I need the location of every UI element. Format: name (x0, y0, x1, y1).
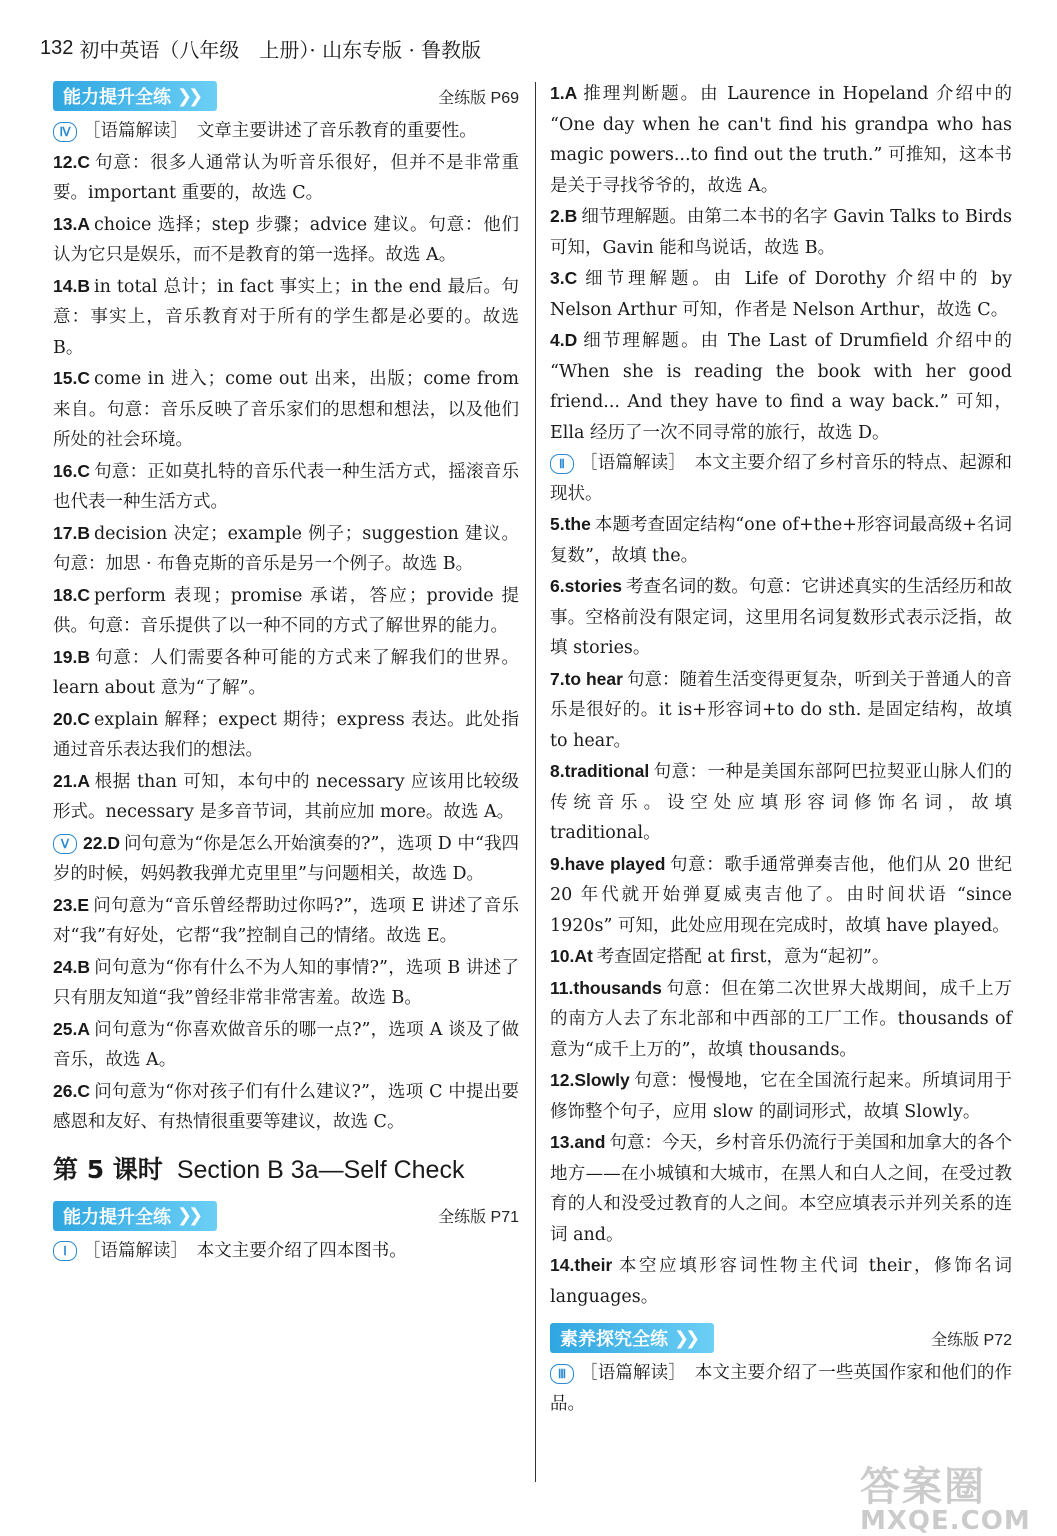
answer-number: 17.B (53, 522, 90, 543)
answer-number: 14.their (550, 1255, 613, 1275)
answer-item (53, 642, 519, 704)
answer-text: 考查名词的数。句意：它讲述真实的生活经历和故事。空格前没有限定词，这里用名词复数形式表示泛指，故填 stories。 (550, 577, 1012, 658)
answer-list (550, 78, 1012, 1312)
banner-label: 素养探究全练 (560, 1329, 668, 1350)
answer-text: 问句意为“你喜欢做音乐的哪一点?”，选项 A 谈及了做音乐，故选 A。 (53, 1019, 519, 1070)
answer-item (550, 509, 1012, 571)
answer-text: 句意：很多人通常认为听音乐很好，但并不是非常重要。important 重要的，故选 C。 (53, 152, 519, 203)
answer-item (550, 571, 1012, 664)
answer-number: 8.traditional (550, 761, 650, 781)
section-banner-row (550, 1320, 1012, 1356)
answer-item (53, 209, 519, 271)
answer-item (550, 448, 1012, 509)
answer-text: ［语篇解读］ 本文主要介绍了四本图书。 (83, 1240, 407, 1261)
watermark (860, 1455, 1040, 1536)
column-divider (535, 82, 536, 1482)
section-number-badge: Ⅰ (53, 1241, 77, 1261)
answer-item (53, 456, 519, 518)
answer-number: 7.to hear (550, 668, 623, 689)
answer-item (53, 363, 519, 456)
answer-text: ［语篇解读］ 本文主要介绍了一些英国作家和他们的作品。 (550, 1363, 1012, 1414)
answer-item (550, 849, 1012, 942)
answer-number: 6.stories (550, 576, 622, 596)
section-number-badge: Ⅲ (550, 1364, 574, 1384)
answer-number: 18.C (53, 584, 90, 605)
section-banner (550, 1323, 714, 1353)
answer-text: ［语篇解读］ 本文主要介绍了乡村音乐的特点、起源和现状。 (550, 453, 1012, 504)
answer-text: choice 选择；step 步骤；advice 建议。句意：他们认为它只是娱乐，而不是教育的第一选择。故选 A。 (53, 214, 519, 265)
chevron-right-icon: ❯❯ (674, 1327, 697, 1349)
answer-number: 12.C (53, 151, 90, 172)
answer-item (550, 263, 1012, 325)
answer-number: 25.A (53, 1018, 90, 1039)
answer-item (53, 1236, 519, 1267)
answer-number: 9.have played (550, 853, 666, 874)
answer-text: 句意：人们需要各种可能的方式来了解我们的世界。learn about 意为“了解”。 (53, 647, 519, 698)
right-column (550, 78, 1012, 1419)
answer-text: 细节理解题。由第二本书的名字 Gavin Talks to Birds 可知，Gavin 能和鸟说话，故选 B。 (550, 207, 1012, 258)
answer-number: 15.C (53, 368, 90, 388)
answer-text: 问句意为“音乐曾经帮助过你吗?”，选项 E 讲述了音乐对“我”有好处，它帮“我”控制自己的情绪。故选 E。 (53, 895, 519, 946)
answer-number: 20.C (53, 708, 90, 729)
answer-item (53, 116, 519, 147)
answer-item (550, 756, 1012, 849)
page-reference: 全练版 P72 (931, 1331, 1012, 1349)
answer-number: 4.D (550, 330, 578, 350)
section-number-badge: Ⅳ (53, 122, 77, 142)
answer-number: 5.the (550, 514, 591, 534)
answer-text: 问句意为“你是怎么开始演奏的?”，选项 D 中“我四岁的时候，妈妈教我弹尤克里里”与问题相关，故选 D。 (53, 833, 519, 884)
answer-list (53, 116, 519, 1138)
answer-item (550, 941, 1012, 973)
watermark-url: MXQE.COM (860, 1506, 1031, 1536)
page-reference: 全练版 P71 (438, 1209, 519, 1226)
answer-text: in total 总计；in fact 事实上；in the end 最后。句意：事实上，音乐教育对于所有的学生都是必要的。故选 B。 (53, 276, 519, 358)
banner-label: 能力提升全练 (63, 1206, 171, 1228)
chevron-right-icon: ❯❯ (177, 1205, 200, 1226)
answer-number: 10.At (550, 946, 593, 966)
answer-item (53, 518, 519, 580)
banner-label: 能力提升全练 (63, 87, 171, 108)
page-reference: 全练版 P69 (438, 89, 519, 107)
answer-item (53, 766, 519, 828)
answer-item (550, 1250, 1012, 1312)
book-title: 初中英语（八年级 上册）· 山东专版 · 鲁教版 (79, 37, 482, 62)
lesson-title (53, 1152, 519, 1188)
answer-number: 2.B (550, 206, 578, 226)
section-banner-row (53, 1198, 519, 1234)
answer-text: 句意：但在第二次世界大战期间，成千上万的南方人去了东北部和中西部的工厂工作。thousands of 意为“成千上万的”，故填 thousands。 (550, 978, 1012, 1060)
answer-item (53, 580, 519, 642)
section-banner (53, 1201, 217, 1231)
answer-number: 19.B (53, 646, 90, 667)
section-number-badge: Ⅱ (550, 454, 574, 474)
watermark-text: 答案圈 (860, 1464, 986, 1510)
answer-number: 3.C (550, 268, 578, 288)
answer-item (53, 890, 519, 952)
answer-item (550, 1065, 1012, 1127)
answer-number: 12.Slowly (550, 1070, 630, 1090)
answer-text: 细节理解题。由 Life of Dorothy 介绍中的 by Nelson Arthur 可知，作者是 Nelson Arthur，故选 C。 (550, 269, 1012, 320)
answer-item (53, 828, 519, 890)
answer-text: 句意：随着生活变得更复杂，听到关于普通人的音乐是很好的。it is+形容词+to do sth. 是固定结构，故填 to hear。 (550, 669, 1012, 751)
answer-list (550, 1358, 1012, 1419)
answer-text: 句意：正如莫扎特的音乐代表一种生活方式，摇滚音乐也代表一种生活方式。 (53, 461, 519, 512)
answer-number: 21.A (53, 770, 90, 791)
answer-text: 本空应填形容词性物主代词 their，修饰名词 languages。 (550, 1256, 1012, 1307)
page-number: 132 (40, 36, 74, 59)
answer-item (550, 1127, 1012, 1250)
section-banner-row (53, 78, 519, 114)
answer-item (53, 147, 519, 209)
answer-number: 1.A (550, 83, 578, 103)
answer-number: 24.B (53, 956, 90, 977)
answer-item (53, 704, 519, 766)
answer-item (550, 325, 1012, 448)
answer-item (550, 1358, 1012, 1419)
answer-text: 根据 than 可知，本句中的 necessary 应该用比较级形式。necessary 是多音节词，其前应加 more。故选 A。 (53, 771, 519, 822)
answer-text: ［语篇解读］ 文章主要讲述了音乐教育的重要性。 (83, 121, 477, 141)
answer-item (53, 271, 519, 364)
answer-text: 问句意为“你对孩子们有什么建议?”，选项 C 中提出要感恩和友好、有热情很重要等建议，故选 C。 (53, 1081, 519, 1132)
answer-text: 推理判断题。由 Laurence in Hopeland 介绍中的 “One day when he can't find his grandpa who has magic powers...to find out the truth.” 可推知，这本书是关于寻找爷爷的，故选 A。 (550, 84, 1012, 196)
answer-text: 问句意为“你有什么不为人知的事情?”，选项 B 讲述了只有朋友知道“我”曾经非常非常害羞。故选 B。 (53, 957, 519, 1008)
answer-item (550, 78, 1012, 201)
answer-text: 句意：歌手通常弹奏吉他，他们从 20 世纪 20 年代就开始弹夏威夷吉他了。由时间状语 “since 1920s” 可知，此处应用现在完成时，故填 have played。 (550, 854, 1012, 936)
section-banner (53, 81, 217, 111)
answer-text: explain 解释；expect 期待；express 表达。此处指通过音乐表达我们的想法。 (53, 709, 519, 760)
answer-text: 句意：今天，乡村音乐仍流行于美国和加拿大的各个地方——在小城镇和大城市，在黑人和白人之间，在受过教育的人和没受过教育的人之间。本空应填表示并列关系的连词 and。 (550, 1133, 1012, 1245)
section-number-badge: Ⅴ (53, 834, 77, 854)
answer-item (53, 1014, 519, 1076)
page-header (40, 30, 1020, 66)
lesson-section: Section B 3a—Self Check (176, 1155, 465, 1184)
answer-number: 22.D (83, 832, 120, 853)
answer-number: 16.C (53, 460, 90, 481)
answer-text: come in 进入；come out 出来，出版；come from 来自。句意：音乐反映了音乐家们的思想和想法，以及他们所处的社会环境。 (53, 369, 519, 450)
answer-text: 考查固定搭配 at first，意为“起初”。 (596, 947, 890, 967)
answer-number: 14.B (53, 275, 90, 296)
answer-text: 句意：一种是美国东部阿巴拉契亚山脉人们的传统音乐。设空处应填形容词修饰名词，故填 traditional。 (550, 762, 1012, 843)
chevron-right-icon: ❯❯ (177, 85, 200, 107)
left-column (53, 78, 519, 1266)
answer-number: 26.C (53, 1080, 90, 1101)
answer-item (550, 201, 1012, 263)
lesson-label: 第 5 课时 (53, 1154, 163, 1184)
answer-list (53, 1236, 519, 1267)
answer-number: 13.A (53, 213, 90, 234)
answer-number: 23.E (53, 894, 89, 915)
answer-text: 细节理解题。由 The Last of Drumfield 介绍中的 “When she is reading the book with her good friend... And they have to find a way back.” 可知，Ella 经历了一次不同寻常的旅行，故选 D。 (550, 331, 1012, 443)
answer-text: perform 表现；promise 承诺，答应；provide 提供。句意：音乐提供了以一种不同的方式了解世界的能力。 (53, 585, 519, 636)
answer-number: 13.and (550, 1132, 606, 1152)
answer-item (550, 973, 1012, 1066)
answer-item (53, 1076, 519, 1138)
answer-item (53, 952, 519, 1014)
answer-item (550, 664, 1012, 757)
answer-text: 本题考查固定结构“one of+the+形容词最高级+名词复数”，故填 the。 (550, 515, 1012, 566)
answer-number: 11.thousands (550, 977, 662, 998)
answer-text: 句意：慢慢地，它在全国流行起来。所填词用于修饰整个句子，应用 slow 的副词形式，故填 Slowly。 (550, 1071, 1012, 1122)
answer-text: decision 决定；example 例子；suggestion 建议。句意：加思 · 布鲁克斯的音乐是另一个例子。故选 B。 (53, 523, 519, 574)
